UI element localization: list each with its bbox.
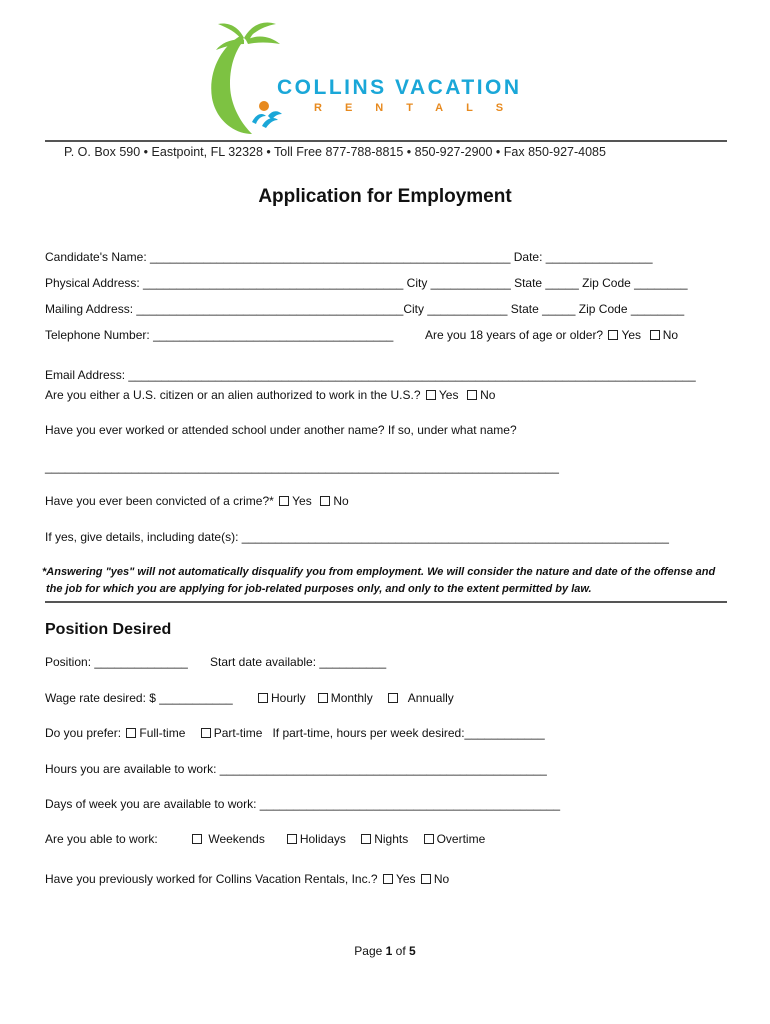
able-to-work-options <box>190 832 485 846</box>
telephone-line: Telephone Number: ____________________________________ <box>45 328 394 342</box>
page-number <box>0 944 770 958</box>
email-line: Email Address: _____________________________________________________________________________________ <box>45 368 696 382</box>
candidate-name-line: Candidate's Name: ______________________________________________________ Date: ________________ <box>45 250 653 264</box>
header-rule <box>45 140 727 142</box>
parttime-hours-line: If part-time, hours per week desired:____________ <box>272 726 545 740</box>
disclaimer-line-1: *Answering "yes" will not automatically disqualify you from employment. We will consider the nature and date of the offense and <box>42 566 716 578</box>
overtime-label: Overtime <box>436 832 486 846</box>
start-date-line: Start date available: __________ <box>210 655 387 669</box>
page-title: Application for Employment <box>258 186 512 207</box>
other-name-line: _____________________________________________________________________________ <box>45 460 559 474</box>
age-yes-checkbox[interactable] <box>608 330 618 340</box>
age-question <box>425 328 678 342</box>
mailing-address-line: Mailing Address: ________________________________________City ____________ State _____ Zip Code ________ <box>45 302 685 316</box>
parttime-label: Part-time <box>213 726 263 740</box>
weekends-label: Weekends <box>208 832 265 846</box>
days-available-line: Days of week you are available to work: _____________________________________________ <box>45 797 561 811</box>
page-total: 5 <box>409 944 416 958</box>
fulltime-label: Full-time <box>139 726 186 740</box>
preference-line <box>45 726 545 740</box>
previous-employment-line <box>45 872 449 886</box>
position-line: Position: ______________ <box>45 655 188 669</box>
citizen-no-label: No <box>480 388 496 402</box>
previous-yes-label: Yes <box>395 872 416 886</box>
crime-yes-checkbox[interactable] <box>279 496 289 506</box>
logo-title: COLLINS VACATION <box>277 76 522 99</box>
previous-employment-text: Have you previously worked for Collins Vacation Rentals, Inc.? <box>45 872 378 886</box>
section-rule <box>45 601 727 603</box>
citizen-yes-label: Yes <box>438 388 459 402</box>
previous-no-checkbox[interactable] <box>421 874 431 884</box>
citizen-question <box>45 388 495 402</box>
wage-type-options <box>256 691 454 705</box>
monthly-checkbox[interactable] <box>318 693 328 703</box>
page-label: Page <box>354 944 383 958</box>
overtime-checkbox[interactable] <box>424 834 434 844</box>
logo-subtitle: RENTALS <box>314 102 527 114</box>
other-name-question: Have you ever worked or attended school under another name? If so, under what name? <box>45 423 517 437</box>
disclaimer-line-2: the job for which you are applying for job-related purposes only, and only to the extent permitted by law. <box>46 583 592 595</box>
crime-yes-label: Yes <box>292 494 312 508</box>
nights-checkbox[interactable] <box>361 834 371 844</box>
holidays-checkbox[interactable] <box>287 834 297 844</box>
hours-available-line: Hours you are available to work: _________________________________________________ <box>45 762 547 776</box>
fulltime-checkbox[interactable] <box>126 728 136 738</box>
able-to-work-text: Are you able to work: <box>45 832 158 846</box>
monthly-label: Monthly <box>330 691 373 705</box>
page-current: 1 <box>385 944 393 958</box>
age-no-checkbox[interactable] <box>650 330 660 340</box>
citizen-no-checkbox[interactable] <box>467 390 477 400</box>
wage-line: Wage rate desired: $ ___________ <box>45 691 233 705</box>
nights-label: Nights <box>374 832 409 846</box>
previous-no-label: No <box>433 872 450 886</box>
hourly-checkbox[interactable] <box>258 693 268 703</box>
weekends-checkbox[interactable] <box>192 834 202 844</box>
section-heading: Position Desired <box>45 621 172 638</box>
crime-question-text: Have you ever been convicted of a crime?* <box>45 494 274 508</box>
contact-info: P. O. Box 590 • Eastpoint, FL 32328 • Toll Free 877-788-8815 • 850-927-2900 • Fax 850-927-4085 <box>64 145 606 159</box>
citizen-question-text: Are you either a U.S. citizen or an alien authorized to work in the U.S.? <box>45 388 421 402</box>
annually-checkbox[interactable] <box>388 693 398 703</box>
crime-no-label: No <box>333 494 349 508</box>
age-no-label: No <box>662 328 679 342</box>
physical-address-line: Physical Address: _______________________________________ City ____________ State _____ Zip Code ________ <box>45 276 688 290</box>
age-question-text: Are you 18 years of age or older? <box>425 328 604 342</box>
age-yes-label: Yes <box>621 328 642 342</box>
crime-question <box>45 494 349 508</box>
parttime-checkbox[interactable] <box>201 728 211 738</box>
page-of: of <box>395 944 406 958</box>
crime-details-line: If yes, give details, including date(s): ________________________________________________________________ <box>45 530 669 544</box>
annually-label: Annually <box>407 691 454 705</box>
hourly-label: Hourly <box>271 691 306 705</box>
citizen-yes-checkbox[interactable] <box>426 390 436 400</box>
preference-text: Do you prefer: <box>45 726 122 740</box>
holidays-label: Holidays <box>299 832 346 846</box>
crime-no-checkbox[interactable] <box>320 496 330 506</box>
previous-yes-checkbox[interactable] <box>383 874 393 884</box>
